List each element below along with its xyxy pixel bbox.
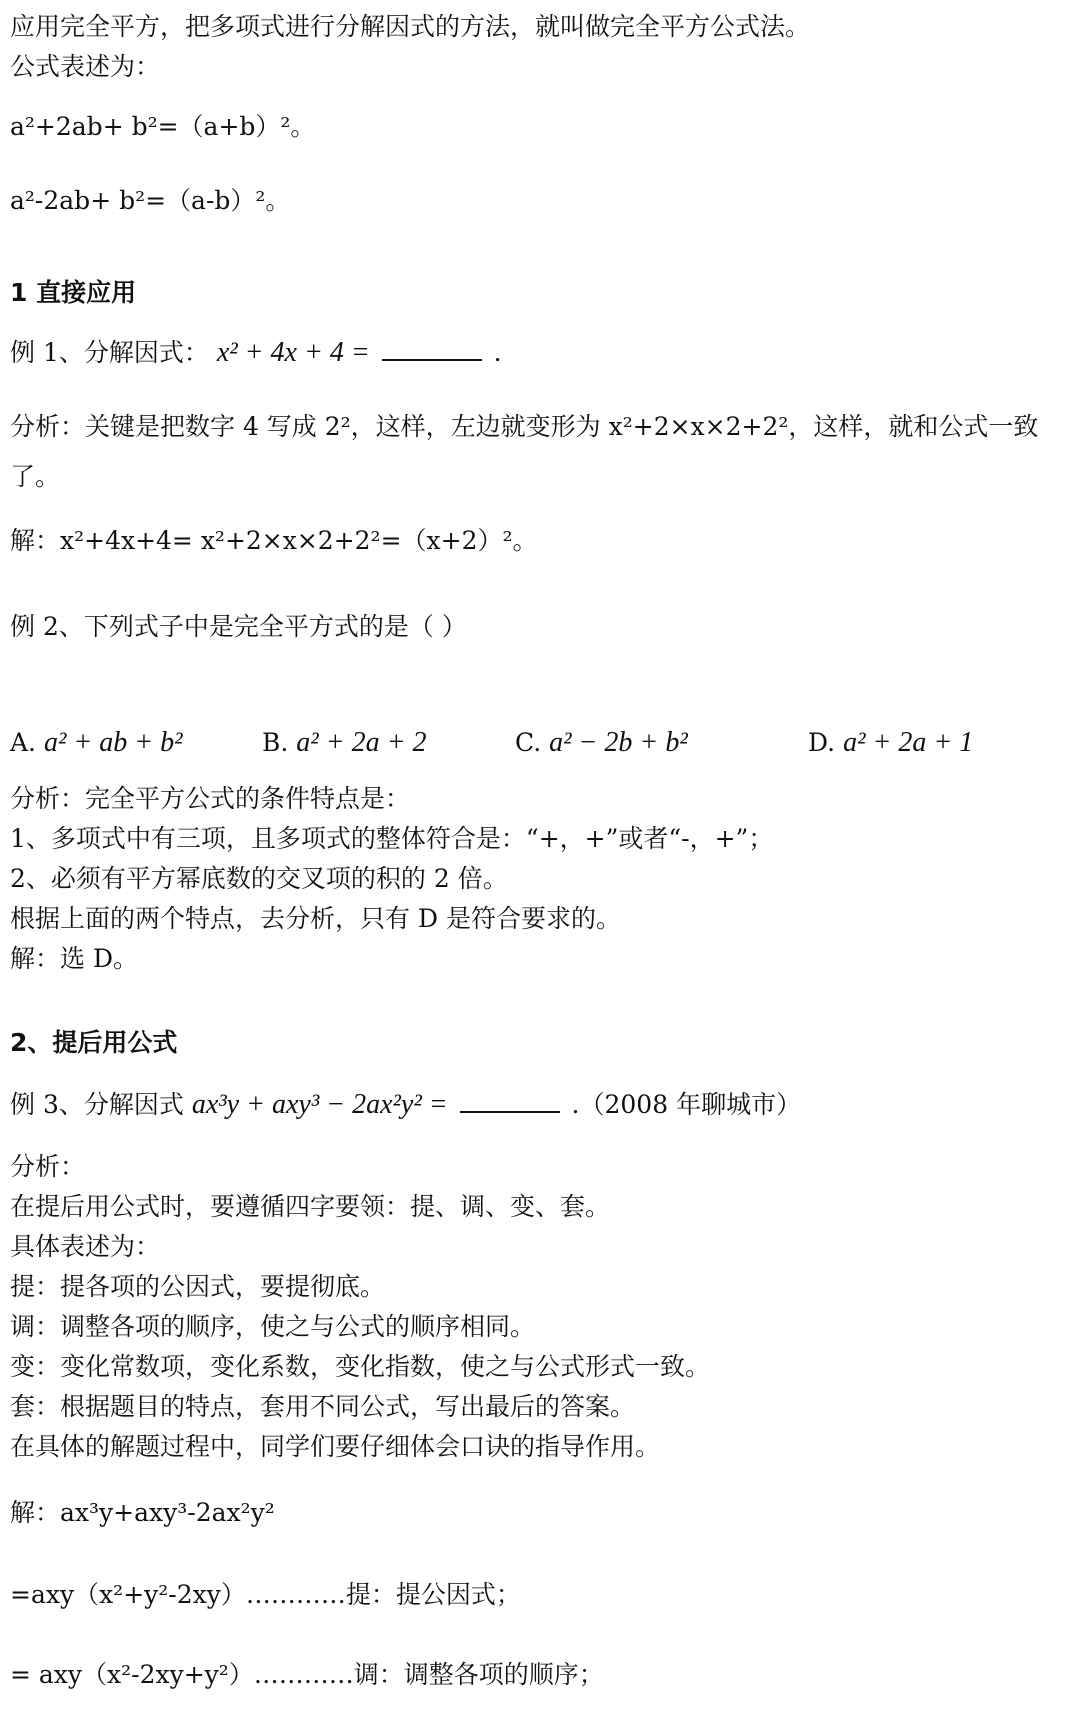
example-2: 例 2、下列式子中是完全平方式的是（ ） <box>10 612 467 641</box>
formula-square-sum: a²+2ab+ b²=（a+b）²。 <box>10 112 316 141</box>
example-3-label: 例 3、分解因式 <box>10 1090 184 1119</box>
example-3-solution-step-2: =axy（x²+y²-2xy）…………提：提公因式； <box>10 1580 521 1609</box>
example-1-label: 例 1、分解因式： <box>10 338 209 367</box>
option-d-expression: a² + 2a + 1 <box>843 727 974 758</box>
option-d <box>808 727 973 759</box>
option-c-expression: a² − 2b + b² <box>549 727 688 758</box>
example-1-end: . <box>493 338 502 367</box>
example-3-solution-step-3: = axy（x²-2xy+y²）…………调：调整各项的顺序； <box>10 1660 604 1689</box>
option-a <box>10 727 183 759</box>
intro-sentence: 应用完全平方，把多项式进行分解因式的方法，就叫做完全平方公式法。 <box>10 12 811 41</box>
option-c-letter: C. <box>515 728 542 757</box>
option-b-expression: a² + 2a + 2 <box>296 727 427 758</box>
example-2-reasoning: 根据上面的两个特点，去分析，只有 D 是符合要求的。 <box>10 904 621 933</box>
option-a-expression: a² + ab + b² <box>43 727 183 758</box>
example-1-expression: x² + 4x + 4 = <box>216 337 370 368</box>
section-heading-direct: 1 直接应用 <box>10 278 137 307</box>
rule-advice: 在具体的解题过程中，同学们要仔细体会口诀的指导作用。 <box>10 1432 661 1461</box>
example-1-analysis-cont: 了。 <box>10 462 61 491</box>
example-3-expression: ax³y + axy³ − 2ax²y² = <box>191 1089 448 1120</box>
answer-blank <box>460 1110 560 1113</box>
example-1-analysis: 分析：关键是把数字 4 写成 2²，这样，左边就变形为 x²+2×x×2+2²，这样，就和公式一致 <box>10 412 1039 441</box>
example-2-condition-1: 1、多项式中有三项，且多项式的整体符合是：“+，+”或者“-，+”； <box>10 824 774 853</box>
example-2-analysis: 分析：完全平方公式的条件特点是： <box>10 784 411 813</box>
rule-summary: 在提后用公式时，要遵循四字要领：提、调、变、套。 <box>10 1192 611 1221</box>
option-d-letter: D. <box>808 728 836 757</box>
example-3-analysis: 分析： <box>10 1152 86 1181</box>
rule-intro: 具体表述为： <box>10 1232 161 1261</box>
rule-extract: 提：提各项的公因式，要提彻底。 <box>10 1272 386 1301</box>
example-1 <box>10 336 502 370</box>
example-1-solution: 解：x²+4x+4= x²+2×x×2+2²=（x+2）²。 <box>10 526 538 555</box>
option-b <box>262 727 426 759</box>
formula-square-diff: a²-2ab+ b²=（a-b）²。 <box>10 186 291 215</box>
formula-intro: 公式表述为： <box>10 52 161 81</box>
option-b-letter: B. <box>262 728 289 757</box>
example-2-solution: 解：选 D。 <box>10 944 138 973</box>
example-3 <box>10 1088 801 1122</box>
rule-apply: 套：根据题目的特点，套用不同公式，写出最后的答案。 <box>10 1392 636 1421</box>
section-heading-extract: 2、提后用公式 <box>10 1028 178 1057</box>
example-3-suffix: .（2008 年聊城市） <box>571 1090 802 1119</box>
answer-blank <box>382 358 482 361</box>
example-2-condition-2: 2、必须有平方幂底数的交叉项的积的 2 倍。 <box>10 864 508 893</box>
rule-transform: 变：变化常数项，变化系数，变化指数，使之与公式形式一致。 <box>10 1352 711 1381</box>
option-c <box>515 727 688 759</box>
rule-adjust: 调：调整各项的顺序，使之与公式的顺序相同。 <box>10 1312 536 1341</box>
option-a-letter: A. <box>10 728 37 757</box>
example-3-solution-step-1: 解：ax³y+axy³-2ax²y² <box>10 1498 275 1527</box>
